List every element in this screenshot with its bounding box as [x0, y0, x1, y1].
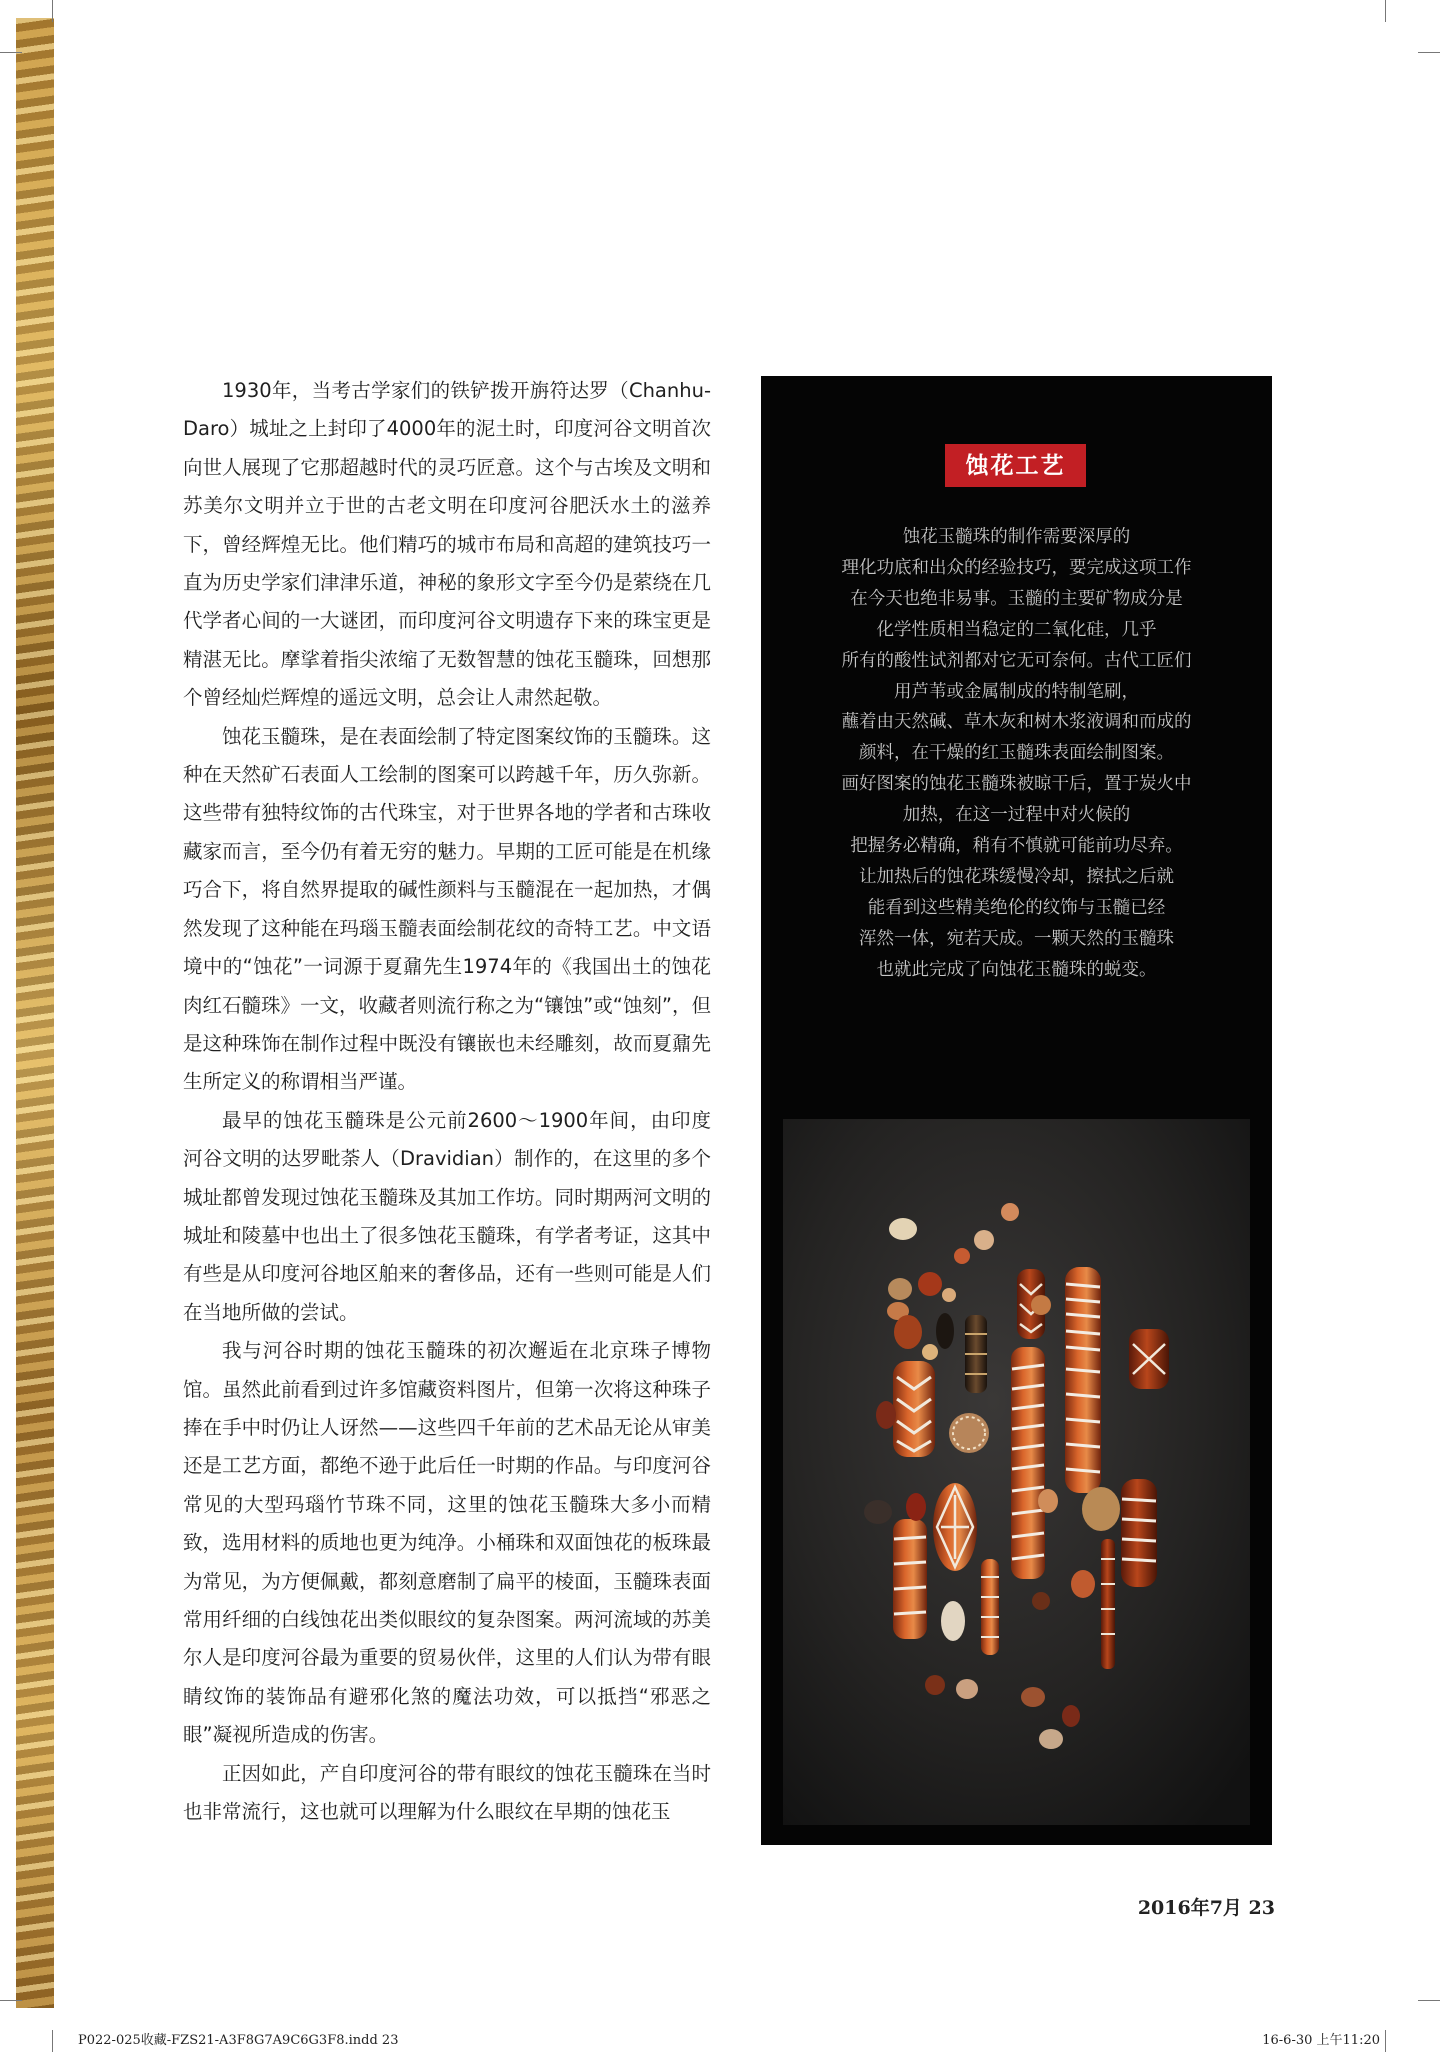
- sidebar-line: 也就此完成了向蚀花玉髓珠的蜕变。: [876, 959, 1157, 980]
- sidebar-line: 画好图案的蚀花玉髓珠被晾干后，置于炭火中: [841, 774, 1192, 795]
- sidebar-line: 加热，在这一过程中对火候的: [902, 805, 1131, 826]
- crop-mark: [1385, 2030, 1386, 2052]
- crop-mark: [1418, 52, 1440, 53]
- crop-mark: [1418, 2000, 1440, 2001]
- article-body: [183, 372, 711, 1831]
- sidebar-line: 蘸着由天然碱、草木灰和树木浆液调和而成的: [841, 712, 1192, 733]
- bead-eye: [1129, 1329, 1169, 1389]
- bead-long-1: [1065, 1267, 1101, 1493]
- crop-mark: [52, 0, 53, 22]
- bead-dark-banded: [965, 1315, 987, 1393]
- gold-foil-border: [16, 18, 54, 2008]
- crop-mark: [1385, 0, 1386, 22]
- print-slug: P022-025收藏-FZS21-A3F8G7A9C6G3F8.indd 23: [78, 2033, 399, 2048]
- sidebar-line: 在今天也绝非易事。玉髓的主要矿物成分是: [850, 588, 1183, 609]
- bead-short-striped: [893, 1519, 927, 1639]
- bead-slim: [981, 1559, 999, 1655]
- sidebar-line: 让加热后的蚀花珠缓慢冷却，擦拭之后就: [859, 866, 1174, 887]
- sidebar-line: 理化功底和出众的经验技巧，要完成这项工作: [841, 557, 1192, 578]
- sidebar-line: 把握务必精确，稍有不慎就可能前功尽弃。: [850, 836, 1183, 857]
- sidebar-line: 能看到这些精美绝伦的纹饰与玉髓已经: [867, 897, 1166, 918]
- article-paragraph: 正因如此，产自印度河谷的带有眼纹的蚀花玉髓珠在当时也非常流行，这也就可以理解为什么眼纹在早期的蚀花玉: [183, 1761, 711, 1824]
- crop-mark: [0, 52, 22, 53]
- sidebar-line: 颜料，在干燥的红玉髓珠表面绘制图案。: [859, 743, 1174, 764]
- sidebar-line: 用芦苇或金属制成的特制笔刷，: [894, 681, 1139, 702]
- crop-mark: [52, 2030, 53, 2052]
- bead-diamond: [933, 1483, 977, 1571]
- article-paragraph: 我与河谷时期的蚀花玉髓珠的初次邂逅在北京珠子博物馆。虽然此前看到过许多馆藏资料图片，但第一次将这种珠子捧在手中时仍让人讶然——这些四千年前的艺术品无论从审美还是工艺方面，都绝不逊于此后任一时期的作品。与印度河谷常见的大型玛瑙竹节珠不同，这里的蚀花玉髓珠大多小而精致，选用材料的质地也更为纯净。小桶珠和双面蚀花的板珠最为常见，为方便佩戴，都刻意磨制了扁平的棱面，玉髓珠表面常用纤细的白线蚀花出类似眼纹的复杂图案。两河流域的苏美尔人是印度河谷最为重要的贸易伙伴，这里的人们认为带有眼睛纹饰的装饰品有避邪化煞的魔法功效，可以抵挡“邪恶之眼”凝视所造成的伤害。: [183, 1339, 711, 1747]
- crop-mark: [0, 2000, 22, 2001]
- bead-striped-right: [1121, 1479, 1157, 1587]
- sidebar-text: [819, 522, 1214, 986]
- bead-zigzag: [893, 1361, 935, 1457]
- page-date-number: 2016年7月 23: [1137, 1897, 1275, 1919]
- article-paragraph: 最早的蚀花玉髓珠是公元前2600～1900年间，由印度河谷文明的达罗毗荼人（Dravidian）制作的，在这里的多个城址都曾发现过蚀花玉髓珠及其加工作坊。同时期两河文明的城址和陵墓中也出土了很多蚀花玉髓珠，有学者考证，这其中有些是从印度河谷地区舶来的奢侈品，还有一些则可能是人们在当地所做的尝试。: [183, 1108, 711, 1324]
- bead-long-2: [1011, 1347, 1045, 1579]
- print-timestamp: 16-6-30 上午11:20: [1262, 2033, 1380, 2048]
- article-paragraph: 蚀花玉髓珠，是在表面绘制了特定图案纹饰的玉髓珠。这种在天然矿石表面人工绘制的图案可以跨越千年，历久弥新。这些带有独特纹饰的古代珠宝，对于世界各地的学者和古珠收藏家而言，至今仍有着无穷的魅力。早期的工匠可能是在机缘巧合下，将自然界提取的碱性颜料与玉髓混在一起加热，才偶然发现了这种能在玛瑙玉髓表面绘制花纹的奇特工艺。中文语境中的“蚀花”一词源于夏鼐先生1974年的《我国出土的蚀花肉红石髓珠》一文，收藏者则流行称之为“镶蚀”或“蚀刻”，但是这种珠饰在制作过程中既没有镶嵌也未经雕刻，故而夏鼐先生所定义的称谓相当严谨。: [183, 724, 711, 1094]
- sidebar-line: 浑然一体，宛若天成。一颗天然的玉髓珠: [859, 928, 1174, 949]
- sidebar-box: [761, 376, 1272, 1845]
- sidebar-line: 化学性质相当稳定的二氧化硅，几乎: [876, 619, 1157, 640]
- sidebar-title: 蚀花工艺: [945, 444, 1086, 487]
- beads-photo: [783, 1119, 1250, 1825]
- bead-thin-stripe: [1101, 1539, 1115, 1669]
- sidebar-line: 所有的酸性试剂都对它无可奈何。古代工匠们: [841, 650, 1192, 671]
- article-paragraph: 1930年，当考古学家们的铁铲拨开旃符达罗（Chanhu-Daro）城址之上封印了4000年的泥土时，印度河谷文明首次向世人展现了它那超越时代的灵巧匠意。这个与古埃及文明和苏美尔文明并立于世的古老文明在印度河谷肥沃水土的滋养下，曾经辉煌无比。他们精巧的城市布局和高超的建筑技巧一直为历史学家们津津乐道，神秘的象形文字至今仍是萦绕在几代学者心间的一大谜团，而印度河谷文明遗存下来的珠宝更是精湛无比。摩挲着指尖浓缩了无数智慧的蚀花玉髓珠，回想那个曾经灿烂辉煌的遥远文明，总会让人肃然起敬。: [183, 379, 711, 710]
- sidebar-line: 蚀花玉髓珠的制作需要深厚的: [902, 527, 1131, 547]
